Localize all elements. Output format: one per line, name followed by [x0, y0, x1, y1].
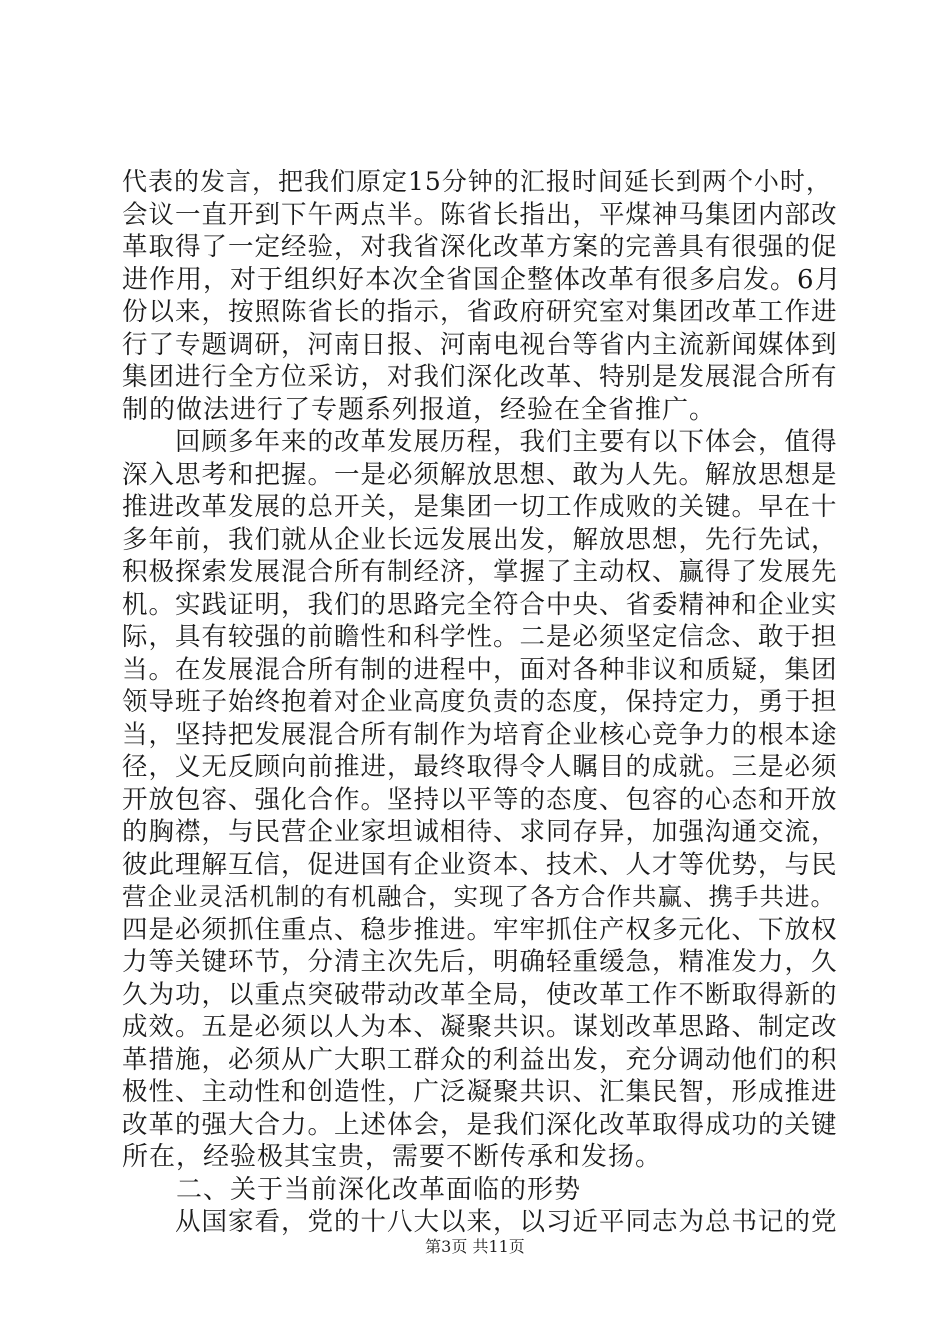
text-line: 的胸襟，与民营企业家坦诚相待、求同存异，加强沟通交流， — [122, 817, 838, 847]
text-line: 集团进行全方位采访，对我们深化改革、特别是发展混合所有 — [122, 362, 838, 392]
text-line: 深入思考和把握。一是必须解放思想、敢为人先。解放思想是 — [122, 459, 838, 490]
text-line: 革措施，必须从广大职工群众的利益出发，充分调动他们的积 — [122, 1044, 838, 1075]
page-number-footer: 第3页 共11页 — [425, 1237, 525, 1256]
text-line: 份以来，按照陈省长的指示，省政府研究室对集团改革工作进 — [122, 297, 838, 327]
paragraph-start-line: 回顾多年来的改革发展历程，我们主要有以下体会，值得 — [122, 427, 838, 457]
text-line: 开放包容、强化合作。坚持以平等的态度、包容的心态和开放 — [122, 784, 838, 815]
text-line: 制的做法进行了专题系列报道，经验在全省推广。 — [122, 394, 717, 425]
text-line: 际，具有较强的前瞻性和科学性。二是必须坚定信念、敢于担 — [122, 622, 838, 652]
text-line: 营企业灵活机制的有机融合，实现了各方合作共赢、携手共进。 — [122, 882, 836, 911]
paragraph-start-line: 从国家看，党的十八大以来，以习近平同志为总书记的党 — [122, 1207, 838, 1237]
text-line: 久为功，以重点突破带动改革全局，使改革工作不断取得新的 — [122, 979, 838, 1010]
text-line: 革取得了一定经验，对我省深化改革方案的完善具有很强的促 — [122, 232, 838, 262]
text-line: 力等关键环节，分清主次先后，明确轻重缓急，精准发力，久 — [122, 947, 838, 977]
text-line: 会议一直开到下午两点半。陈省长指出，平煤神马集团内部改 — [122, 199, 838, 230]
text-line: 成效。五是必须以人为本、凝聚共识。谋划改革思路、制定改 — [122, 1012, 838, 1042]
text-line: 推进改革发展的总开关，是集团一切工作成败的关键。早在十 — [122, 492, 838, 522]
text-line: 径，义无反顾向前推进，最终取得令人瞩目的成就。三是必须 — [122, 752, 838, 782]
text-line: 彼此理解互信，促进国有企业资本、技术、人才等优势，与民 — [122, 849, 838, 880]
section-heading: 二、关于当前深化改革面临的形势 — [122, 1174, 582, 1205]
text-line: 多年前，我们就从企业长远发展出发，解放思想，先行先试， — [122, 524, 838, 555]
text-line: 机。实践证明，我们的思路完全符合中央、省委精神和企业实 — [122, 589, 838, 620]
text-line: 代表的发言，把我们原定15分钟的汇报时间延长到两个小时， — [122, 167, 832, 196]
text-line: 极性、主动性和创造性，广泛凝聚共识、汇集民智，形成推进 — [122, 1077, 838, 1107]
text-line: 进作用，对于组织好本次全省国企整体改革有很多启发。6月 — [122, 264, 842, 295]
text-line: 当，坚持把发展混合所有制作为培育企业核心竞争力的根本途 — [122, 719, 838, 750]
text-line: 当。在发展混合所有制的进程中，面对各种非议和质疑，集团 — [122, 654, 838, 685]
text-line: 四是必须抓住重点、稳步推进。牢牢抓住产权多元化、下放权 — [122, 914, 838, 945]
text-line: 积极探索发展混合所有制经济，掌握了主动权、赢得了发展先 — [122, 557, 838, 587]
text-line: 所在，经验极其宝贵，需要不断传承和发扬。 — [122, 1142, 663, 1172]
text-line: 行了专题调研，河南日报、河南电视台等省内主流新闻媒体到 — [122, 329, 838, 360]
text-line: 领导班子始终抱着对企业高度负责的态度，保持定力，勇于担 — [122, 687, 838, 717]
text-line: 改革的强大合力。上述体会，是我们深化改革取得成功的关键 — [122, 1109, 838, 1140]
